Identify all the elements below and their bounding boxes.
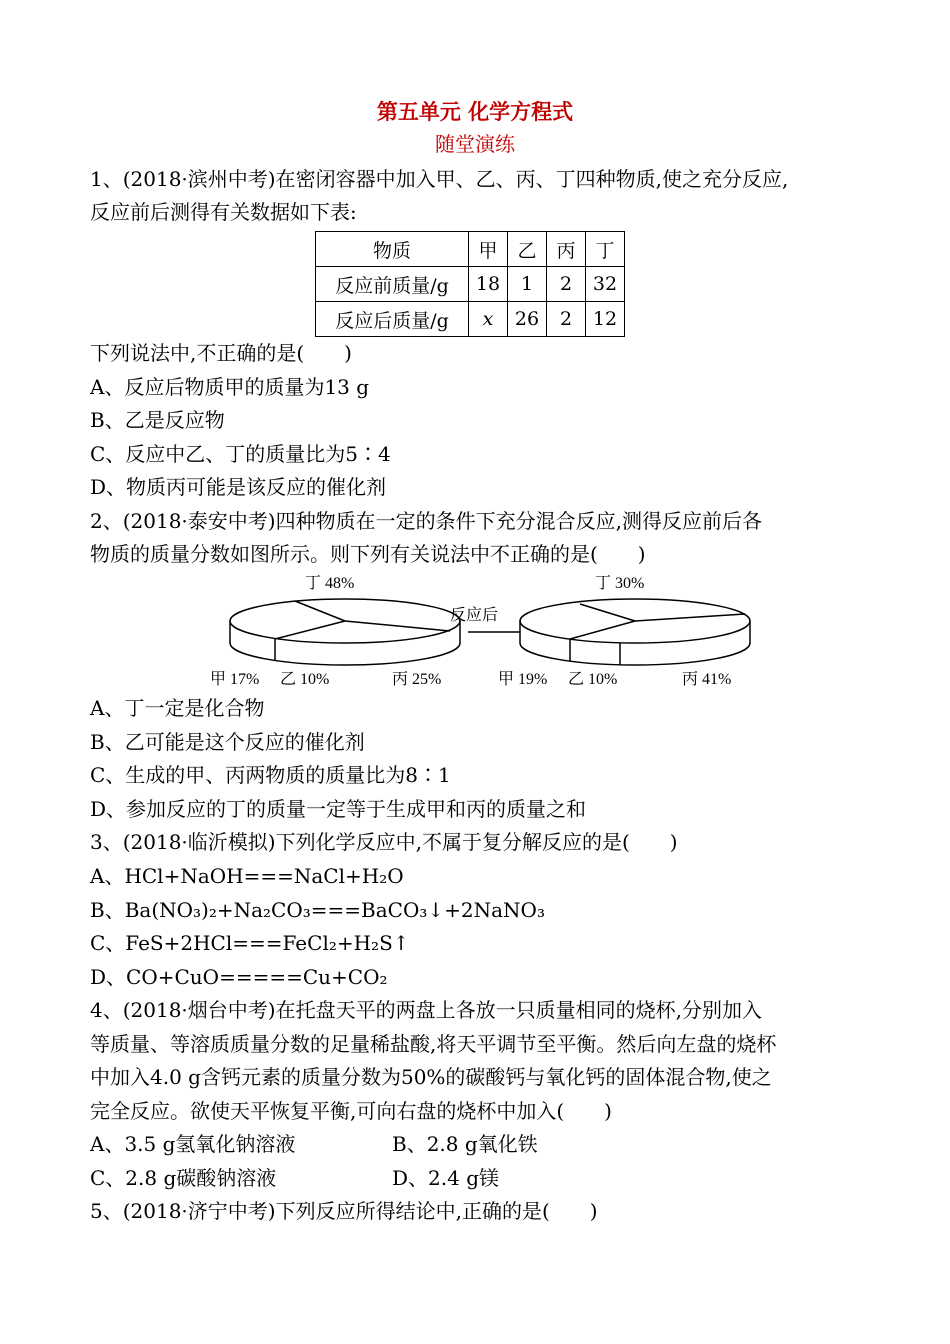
q2-stem-line1: 2、(2018·泰安中考)四种物质在一定的条件下充分混合反应,测得反应前后各 (90, 509, 762, 533)
q5-stem: 5、(2018·济宁中考)下列反应所得结论中,正确的是( ) (90, 1199, 598, 1223)
table-cell: 2 (547, 267, 586, 302)
table-header-cell: 甲 (469, 232, 508, 267)
before-jia-label: 甲 17% (210, 671, 260, 688)
page-subtitle: 随堂演练 (435, 132, 515, 156)
q2-option-b: B、乙可能是这个反应的催化剂 (90, 730, 365, 754)
table-cell: x (469, 302, 508, 337)
q1-data-table (315, 231, 625, 337)
table-cell: 12 (586, 302, 625, 337)
q1-option-c: C、反应中乙、丁的质量比为5∶4 (90, 442, 391, 466)
table-cell: 反应后质量/g (316, 302, 469, 337)
table-header-cell: 丙 (547, 232, 586, 267)
after-ding-label: 丁 30% (595, 575, 645, 592)
q1-option-a: A、反应后物质甲的质量为13 g (90, 375, 370, 399)
before-pie-cylinder (230, 599, 460, 665)
table-header-cell: 乙 (508, 232, 547, 267)
q3-option-d: D、CO+CuO=====Cu+CO₂ (90, 965, 388, 989)
q2-option-a: A、丁一定是化合物 (90, 696, 265, 720)
arrow-label: 反应后 (450, 607, 499, 624)
before-bing-label: 丙 25% (392, 671, 442, 688)
q3-stem: 3、(2018·临沂模拟)下列化学反应中,不属于复分解反应的是( ) (90, 830, 678, 854)
table-cell: 32 (586, 267, 625, 302)
page-title: 第五单元 化学方程式 (376, 99, 574, 124)
table-header-cell: 丁 (586, 232, 625, 267)
q3-option-a: A、HCl+NaOH===NaCl+H₂O (90, 864, 404, 888)
after-jia-label: 甲 19% (498, 671, 548, 688)
before-yi-label: 乙 10% (280, 671, 330, 688)
q1-question: 下列说法中,不正确的是( ) (90, 341, 352, 365)
q2-stem-line2: 物质的质量分数如图所示。则下列有关说法中不正确的是( ) (90, 542, 646, 566)
table-header-cell: 物质 (316, 232, 469, 267)
table-cell: 1 (508, 267, 547, 302)
q2-pie-figure (200, 566, 760, 696)
q4-stem-line4: 完全反应。欲使天平恢复平衡,可向右盘的烧杯中加入( ) (90, 1099, 612, 1123)
q4-option-d: D、2.4 g镁 (392, 1166, 500, 1190)
table-cell: 2 (547, 302, 586, 337)
table-cell: 26 (508, 302, 547, 337)
table-header-row (316, 232, 625, 267)
q1-option-b: B、乙是反应物 (90, 408, 225, 432)
q2-option-c: C、生成的甲、丙两物质的质量比为8∶1 (90, 763, 451, 787)
q4-stem-line3: 中加入4.0 g含钙元素的质量分数为50%的碳酸钙与氧化钙的固体混合物,使之 (90, 1065, 772, 1089)
q3-option-c: C、FeS+2HCl===FeCl₂+H₂S↑ (90, 931, 410, 955)
table-row (316, 302, 625, 337)
after-yi-label: 乙 10% (568, 671, 618, 688)
q4-option-a: A、3.5 g氢氧化钠溶液 (90, 1132, 296, 1156)
q2-option-d: D、参加反应的丁的质量一定等于生成甲和丙的质量之和 (90, 797, 587, 821)
q4-option-b: B、2.8 g氧化铁 (392, 1132, 538, 1156)
before-ding-label: 丁 48% (305, 575, 355, 592)
q3-option-b: B、Ba(NO₃)₂+Na₂CO₃===BaCO₃↓+2NaNO₃ (90, 898, 545, 922)
table-cell: 反应前质量/g (316, 267, 469, 302)
q1-stem-line1: 1、(2018·滨州中考)在密闭容器中加入甲、乙、丙、丁四种物质,使之充分反应, (90, 167, 789, 191)
q4-stem-line1: 4、(2018·烟台中考)在托盘天平的两盘上各放一只质量相同的烧杯,分别加入 (90, 998, 762, 1022)
after-pie-cylinder (520, 599, 750, 665)
q4-option-c: C、2.8 g碳酸钠溶液 (90, 1166, 277, 1190)
q4-stem-line2: 等质量、等溶质质量分数的足量稀盐酸,将天平调节至平衡。然后向左盘的烧杯 (90, 1032, 777, 1056)
table-row (316, 267, 625, 302)
q1-stem-line2: 反应前后测得有关数据如下表: (90, 200, 357, 224)
q1-option-d: D、物质丙可能是该反应的催化剂 (90, 475, 387, 499)
after-bing-label: 丙 41% (682, 671, 732, 688)
table-cell: 18 (469, 267, 508, 302)
